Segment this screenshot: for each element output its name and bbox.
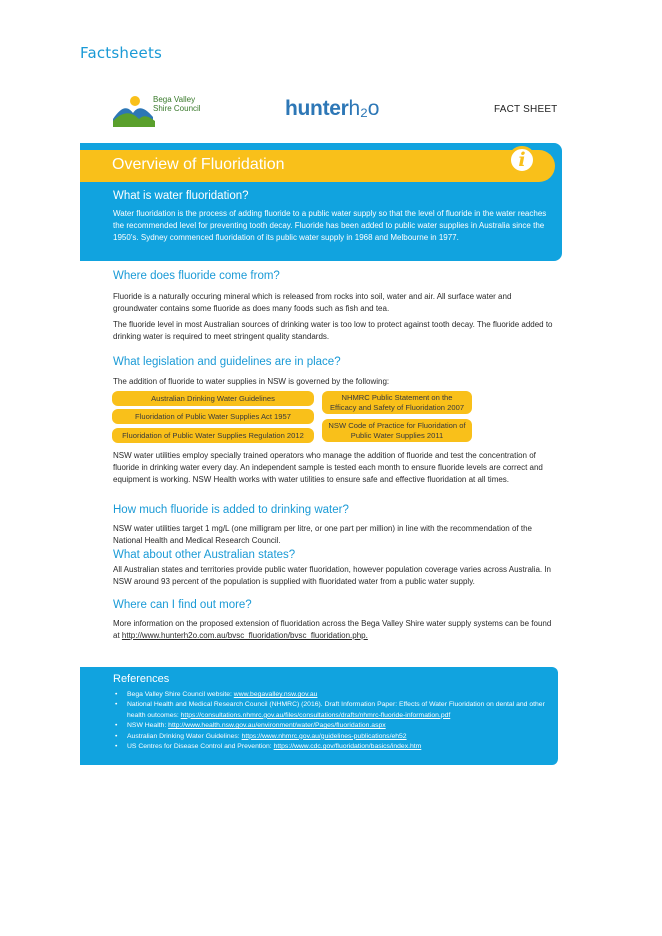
source-heading: Where does fluoride come from? <box>113 270 280 282</box>
hunter-logo-h2o: h₂o <box>348 97 380 120</box>
hunter-logo-main: hunter <box>285 97 349 120</box>
intro-heading: What is water fluoridation? <box>113 190 249 202</box>
legislation-intro: The addition of fluoride to water supplies in NSW is governed by the following: <box>113 377 390 386</box>
legislation-heading: What legislation and guidelines are in place? <box>113 356 341 368</box>
source-para-2: The fluoride level in most Australian sources of drinking water is too low to protect against tooth decay. The fluoride added to drinking water is required to meet stringent quality standards. <box>113 320 553 341</box>
reference-item <box>113 742 553 752</box>
bega-valley-logo <box>113 93 223 127</box>
hunter-h2o-link[interactable]: http://www.hunterh2o.com.au/bvsc_fluoridation/bvsc_fluoridation.php. <box>121 630 368 640</box>
fact-sheet-label: FACT SHEET <box>494 104 558 115</box>
reference-link[interactable]: www.begavalley.nsw.gov.au <box>233 691 318 698</box>
hunter-h2o-logo <box>285 97 379 121</box>
source-para-1: Fluoride is a naturally occuring mineral which is released from rocks into soil, water and air. All surface water and groundwater contains some fluoride as does many foods such as fish and tea. <box>113 292 512 313</box>
guideline-pill: Fluoridation of Public Water Supplies Act 1957 <box>112 409 314 424</box>
references-list <box>113 690 553 752</box>
reference-text: NSW Health: <box>127 722 169 730</box>
bega-logo-line2: Shire Council <box>153 104 201 113</box>
other-states-body: All Australian states and territories provide public water fluoridation, however population coverage varies across Australia. In NSW around 93 percent of the population is supplied with fluoridated water from a public water supply. <box>113 565 552 586</box>
how-much-body: NSW water utilities target 1 mg/L (one milligram per litre, or one part per million) in line with the recommendation of the National Health and Medical Research Council. <box>113 524 532 545</box>
reference-link[interactable]: https://www.cdc.gov/fluoridation/basics/index.htm <box>273 743 422 751</box>
reference-link[interactable]: http://www.health.nsw.gov.au/environment/water/Pages/fluoridation.aspx <box>168 722 386 730</box>
reference-text: Australian Drinking Water Guidelines: <box>127 732 242 740</box>
find-out-heading: Where can I find out more? <box>113 599 252 611</box>
legislation-body: NSW water utilities employ specially trained operators who manage the addition of fluoride and test the concentration of fluoride in drinking water every day. An independent sample is tested each month to ensure fluoride levels are correct and equipment is working. NSW Health works with water utilities to ensure safe and effective fluoridation at all times. <box>113 451 543 484</box>
how-much-heading: How much fluoride is added to drinking water? <box>113 504 349 516</box>
reference-text: Bega Valley Shire Council website: <box>127 691 234 698</box>
mountains-icon <box>113 93 155 127</box>
info-icon: i <box>508 146 536 174</box>
title-bar <box>80 150 555 182</box>
page-heading: Factsheets <box>80 44 163 62</box>
guideline-pill: Fluoridation of Public Water Supplies Regulation 2012 <box>112 428 314 443</box>
document-title: Overview of Fluoridation <box>112 156 285 173</box>
reference-item <box>113 690 553 700</box>
find-out-text: More information on the proposed extension of fluoridation across the Bega Valley Shire water supply systems can be found at <box>113 619 552 640</box>
intro-body: Water fluoridation is the process of adding fluoride to a public water supply so that the level of fluoride in the water reaches the recommended level for preventing tooth decay. Fluoride has been added to public water supplies in Australia since the 1950’s. Sydney commenced fluoridation of its public water supply in 1968 and Melbourne in 1977. <box>113 209 547 242</box>
reference-text: US Centres for Disease Control and Prevention: <box>127 743 274 751</box>
reference-link[interactable]: https://www.nhmrc.gov.au/guidelines-publications/eh52 <box>241 732 407 740</box>
reference-item <box>113 700 553 721</box>
find-out-body <box>113 618 558 642</box>
guideline-pill: NSW Code of Practice for Fluoridation of Public Water Supplies 2011 <box>322 419 472 442</box>
reference-item <box>113 732 553 742</box>
guideline-pill: NHMRC Public Statement on the Efficacy and Safety of Fluoridation 2007 <box>322 391 472 414</box>
guideline-pill: Australian Drinking Water Guidelines <box>112 391 314 406</box>
bega-logo-line1: Bega Valley <box>153 95 196 104</box>
reference-item <box>113 721 553 731</box>
reference-text: National Health and Medical Research Council (NHMRC) (2016). Draft Information Paper: Effects of Water Fluoridation on dental and other health outcomes: <box>127 701 545 719</box>
references-heading: References <box>113 673 170 685</box>
other-states-heading: What about other Australian states? <box>113 549 296 561</box>
reference-link[interactable]: https://consultations.nhmrc.gov.au/files/consultations/drafts/nhmrc-fluoride-information.pdf <box>180 711 451 719</box>
